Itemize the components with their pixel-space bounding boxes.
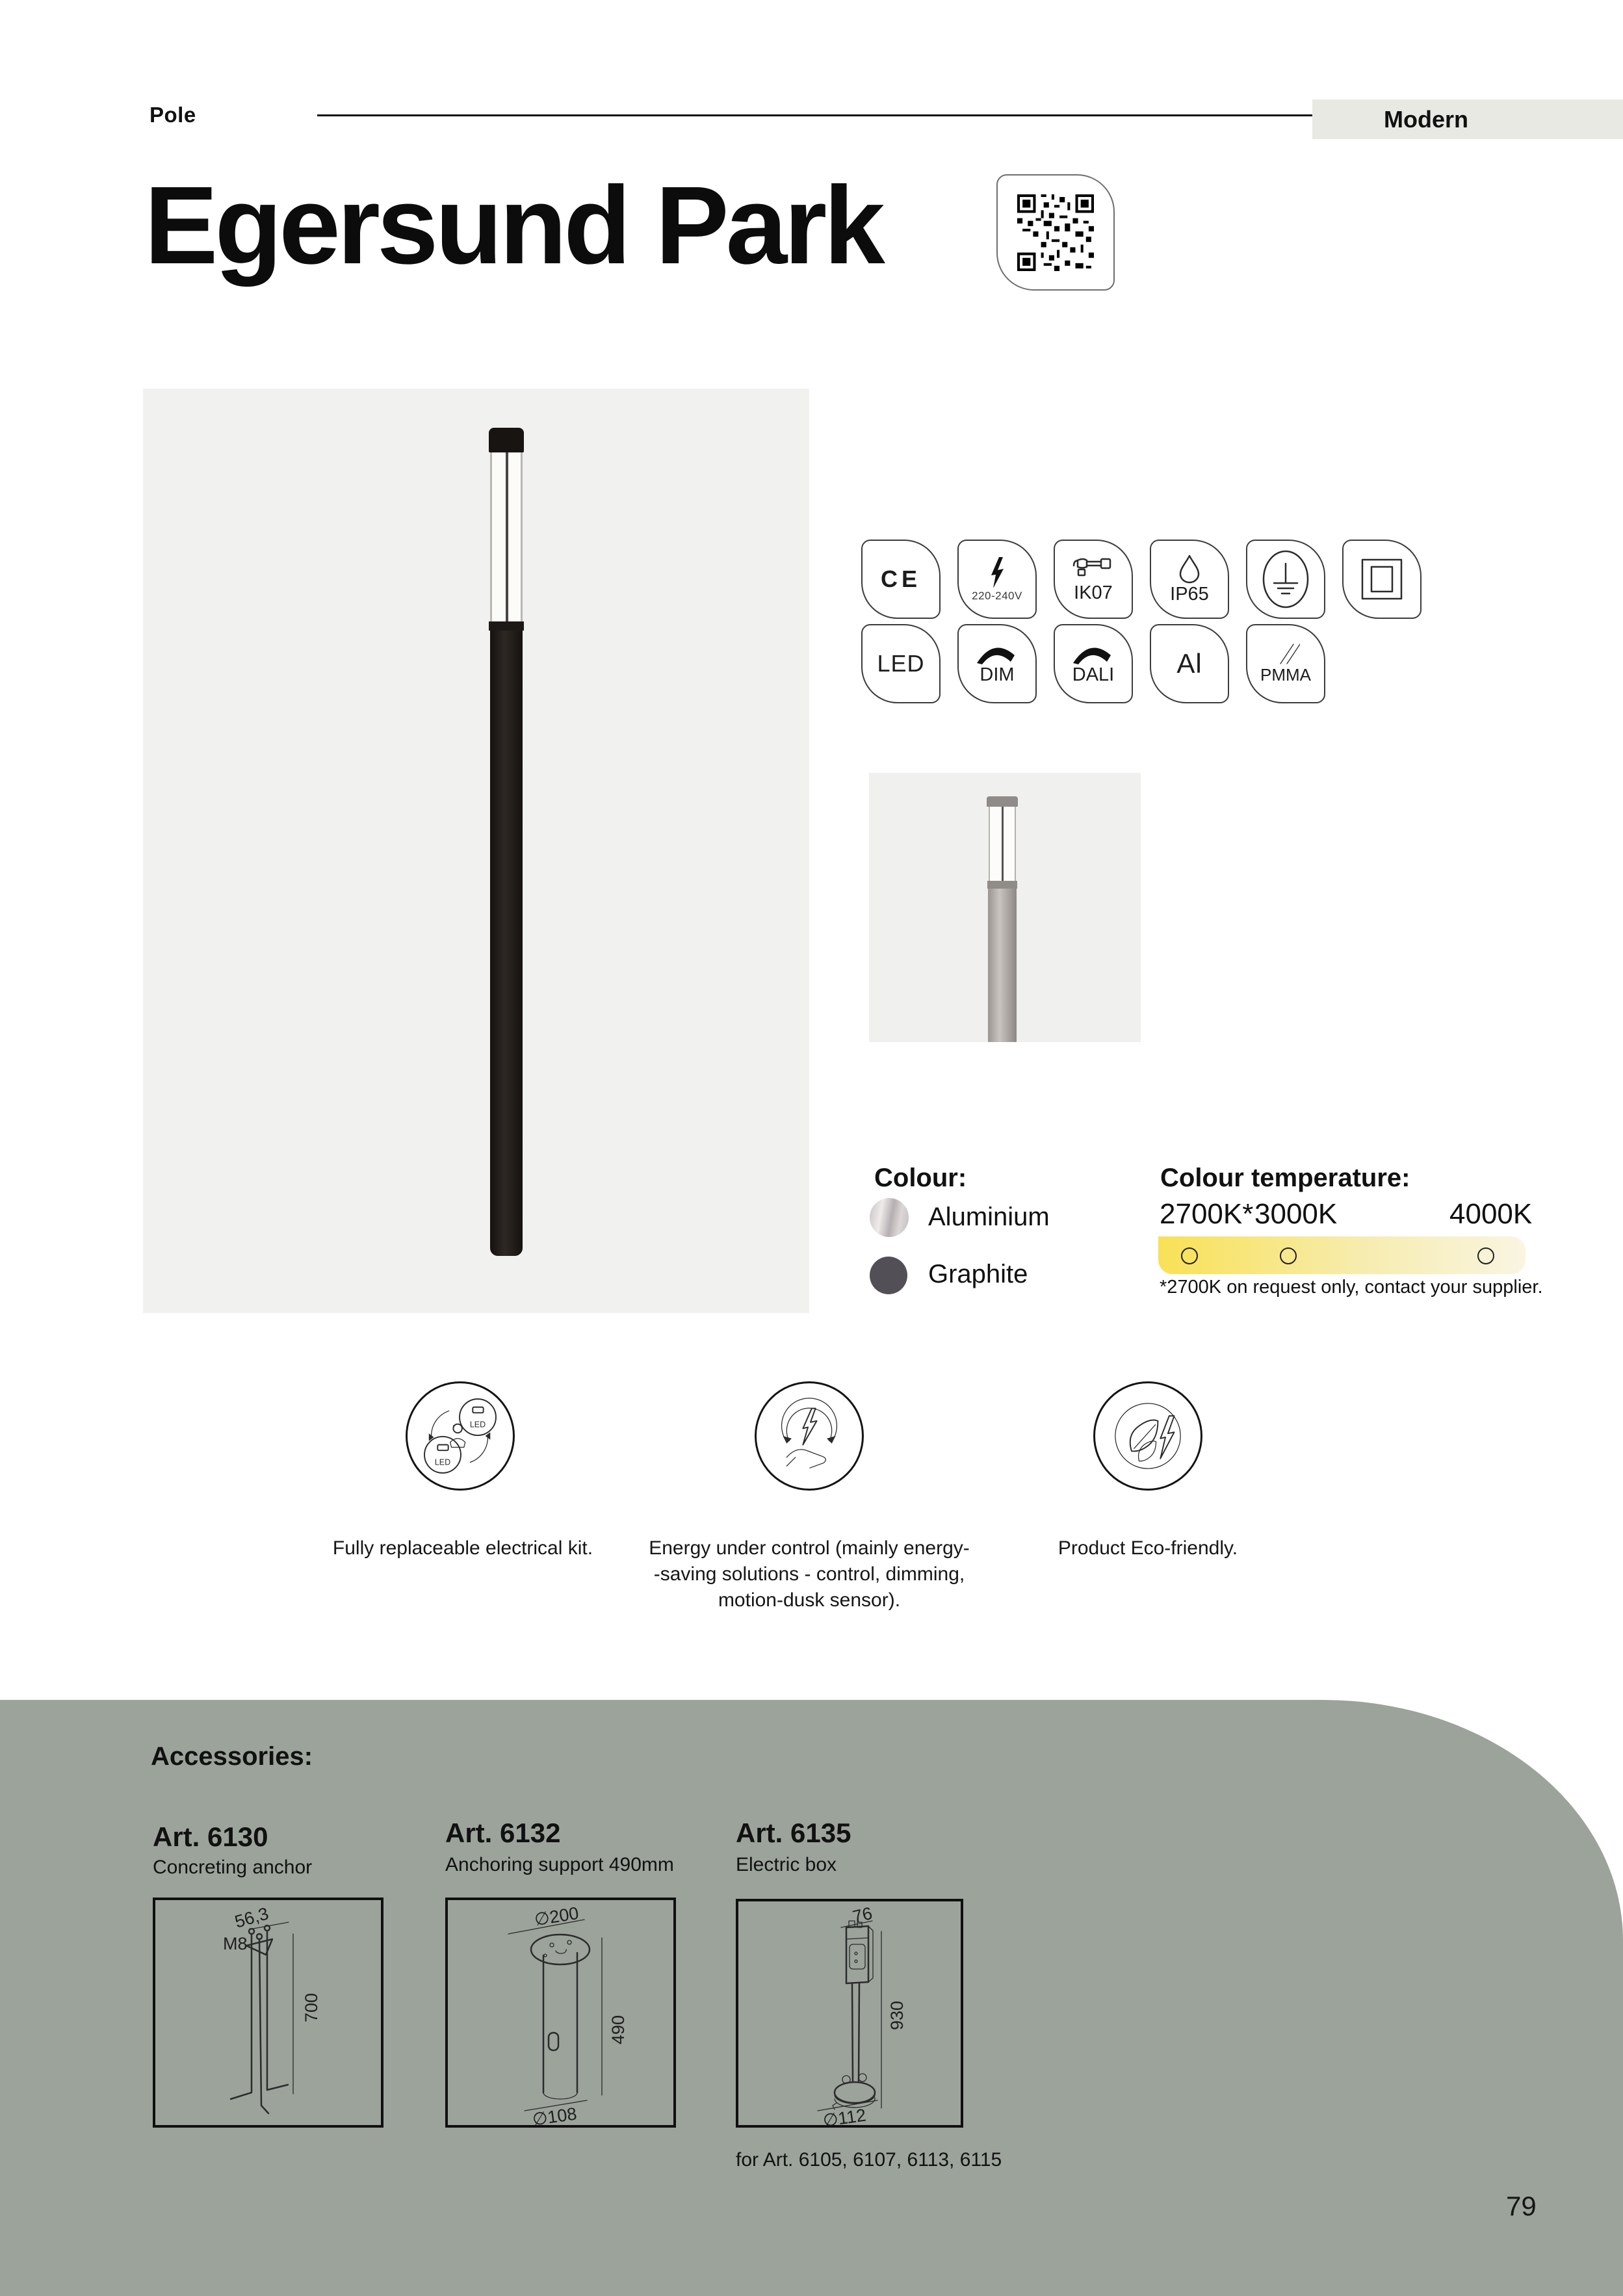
kit-led-label-2: LED [434, 1457, 451, 1467]
drawing-electric-box [736, 1899, 963, 2131]
pole-diffuser [490, 452, 523, 624]
colour-heading: Colour: [874, 1164, 967, 1192]
dali-badge [1054, 624, 1133, 703]
ip-badge [1150, 540, 1229, 619]
ip-rating-label: IP65 [1170, 583, 1209, 605]
double-square-icon [1360, 558, 1403, 601]
dim-6130-height: 700 [302, 1992, 322, 2023]
page-number: 79 [1506, 2191, 1537, 2221]
aluminium-material-badge [1150, 624, 1229, 703]
accessory-art-6135: Art. 6135 [736, 1818, 851, 1848]
swatch-aluminium [870, 1198, 909, 1237]
dali-arc-icon [1071, 642, 1116, 664]
pole-cap-small [987, 796, 1018, 807]
pole-cap [489, 428, 524, 452]
energy-control-icon [755, 1381, 864, 1491]
anchoring-support-drawing [448, 1900, 673, 2125]
electric-box-drawing [738, 1901, 961, 2125]
grounding-icon [1261, 549, 1310, 609]
dali-label: DALI [1072, 664, 1115, 685]
dim-6132-height: 490 [608, 2015, 629, 2045]
dim-label: DIM [980, 664, 1015, 685]
aluminium-symbol: Al [1176, 648, 1202, 679]
dim-6130-top: 56,3 [232, 1903, 271, 1932]
accessories-heading: Accessories: [151, 1742, 313, 1771]
lightning-icon [987, 556, 1007, 590]
style-tag-badge [1312, 99, 1623, 139]
pole-body-small [988, 889, 1017, 1042]
feature-caption-energy: Energy under control (mainly energy- -saving solutions - control, dimming, motion-dusk sensor). [649, 1537, 970, 1611]
grounding-badge [1246, 540, 1325, 619]
product-image-graphite [143, 389, 809, 1313]
swatch-graphite [870, 1257, 907, 1294]
voltage-badge [957, 540, 1037, 619]
pole-led-rod-small [1002, 807, 1004, 881]
accessory-desc-6135: Electric box [736, 1854, 837, 1875]
accessories-note: for Art. 6105, 6107, 6113, 6115 [736, 2149, 1002, 2171]
led-label: LED [877, 650, 925, 677]
temp-3000-label: 3000K [1254, 1198, 1338, 1230]
temp-dot-3000 [1280, 1247, 1297, 1264]
kit-led-label-1: LED [469, 1420, 486, 1429]
replaceable-kit-icon [406, 1381, 515, 1491]
temp-2700-label: 2700K* [1160, 1198, 1254, 1230]
temperature-footnote: *2700K on request only, contact your supplier. [1160, 1277, 1543, 1298]
pole-led-rod [506, 452, 508, 624]
dim-6132-bottom: ∅108 [531, 2104, 578, 2130]
swatch-graphite-label: Graphite [928, 1260, 1028, 1288]
feature-caption-kit: Fully replaceable electrical kit. [332, 1537, 593, 1559]
accessories-panel [0, 1700, 1623, 2296]
dim-badge [957, 624, 1037, 703]
header-divider [317, 114, 1312, 116]
ik-rating-label: IK07 [1074, 582, 1113, 603]
page-title: Egersund Park [144, 164, 882, 287]
voltage-label: 220-240V [972, 590, 1022, 602]
category-label: Pole [149, 103, 196, 127]
pmma-label: PMMA [1260, 664, 1311, 685]
pole-collar [489, 621, 524, 631]
swatch-aluminium-label: Aluminium [928, 1203, 1050, 1231]
pmma-badge [1246, 624, 1325, 703]
dim-6130-thread: M8 [223, 1934, 248, 1953]
accessory-desc-6132: Anchoring support 490mm [445, 1854, 674, 1875]
temperature-gradient-bar [1158, 1236, 1526, 1274]
droplet-icon [1178, 554, 1201, 584]
dim-arc-icon [974, 642, 1020, 664]
qr-code [996, 174, 1115, 291]
dim-6135-height: 930 [887, 2000, 907, 2031]
temp-4000-label: 4000K [1449, 1198, 1533, 1230]
feature-caption-eco: Product Eco-friendly. [1058, 1537, 1238, 1559]
ce-badge [861, 540, 941, 619]
led-badge [861, 624, 941, 703]
accessory-art-6130: Art. 6130 [153, 1821, 268, 1852]
accessory-art-6132: Art. 6132 [445, 1818, 561, 1848]
pole-collar-small [987, 881, 1017, 889]
concreting-anchor-drawing [155, 1900, 381, 2125]
hammer-icon [1072, 555, 1114, 582]
slashes-icon [1271, 643, 1300, 665]
temp-dot-4000 [1477, 1247, 1494, 1264]
eco-friendly-icon [1093, 1381, 1202, 1491]
dim-6135-top: 76 [850, 1903, 874, 1927]
pole-body [490, 631, 523, 1256]
dim-6135-bottom: ∅112 [822, 2105, 868, 2131]
dim-6132-top: ∅200 [532, 1903, 580, 1930]
temp-dot-2700 [1181, 1247, 1198, 1264]
style-tag-label: Modern [1384, 105, 1468, 133]
product-image-aluminium [869, 773, 1141, 1042]
drawing-concreting-anchor [153, 1898, 383, 2128]
ik-badge [1054, 540, 1133, 619]
qr-code-icon [1017, 194, 1094, 271]
temperature-heading: Colour temperature: [1160, 1164, 1410, 1192]
drawing-anchoring-support [445, 1898, 676, 2128]
accessory-desc-6130: Concreting anchor [153, 1857, 313, 1878]
pole-diffuser-small [989, 807, 1016, 881]
ce-icon: CE [880, 566, 921, 592]
class2-badge [1342, 540, 1422, 619]
